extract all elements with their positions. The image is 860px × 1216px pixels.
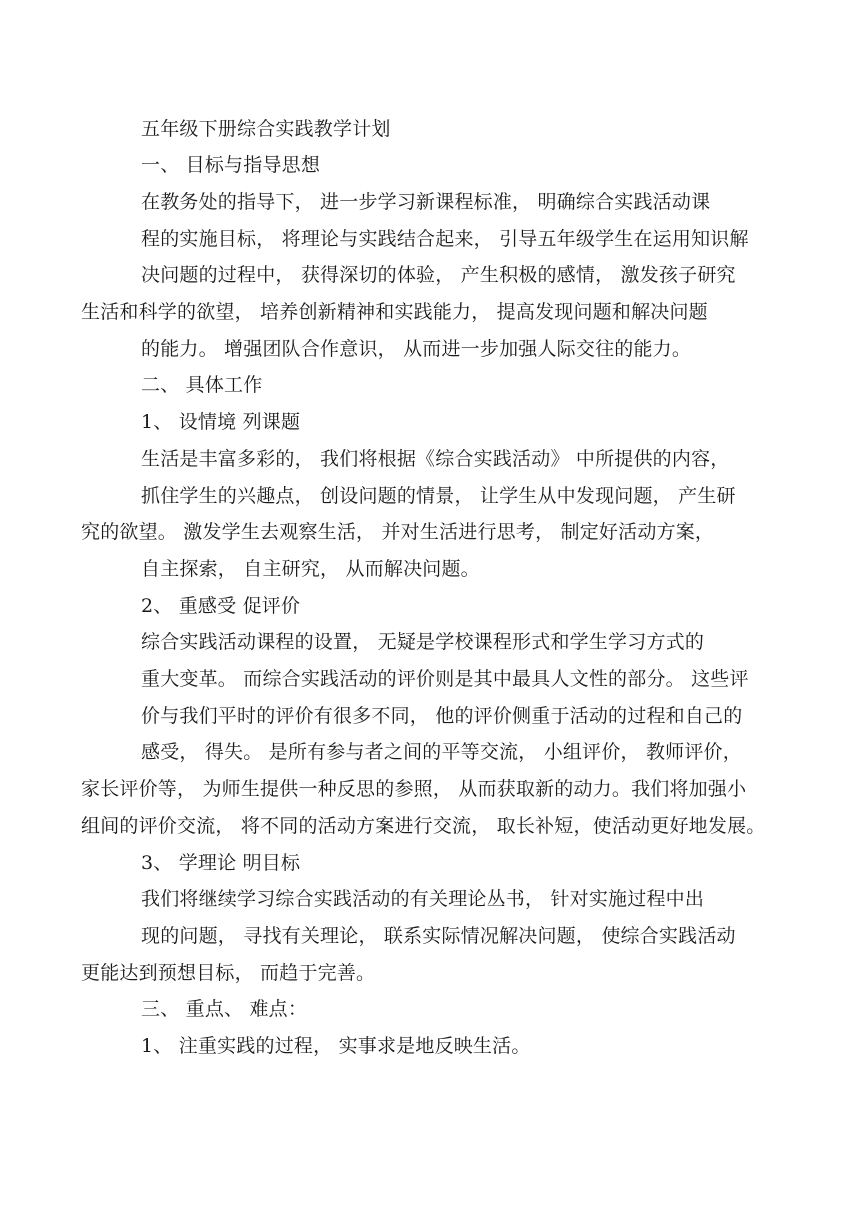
paragraph-line: 重大变革。 而综合实践活动的评价则是其中最具人文性的部分。 这些评 [141, 668, 749, 690]
subsection-heading-3: 3、 学理论 明目标 [141, 852, 301, 874]
paragraph-line: 程的实施目标， 将理论与实践结合起来， 引导五年级学生在运用知识解 [141, 228, 749, 250]
paragraph-line: 现的问题， 寻找有关理论， 联系实际情况解决问题， 使综合实践活动 [141, 925, 736, 947]
paragraph-line: 抓住学生的兴趣点， 创设问题的情景， 让学生从中发现问题， 产生研 [141, 485, 736, 507]
section-heading-2: 二、 具体工作 [141, 374, 263, 396]
paragraph-line: 的能力。 增强团队合作意识， 从而进一步加强人际交往的能力。 [141, 338, 692, 360]
list-item: 1、 注重实践的过程， 实事求是地反映生活。 [141, 1035, 531, 1057]
paragraph-line: 综合实践活动课程的设置， 无疑是学校课程形式和学生学习方式的 [141, 631, 705, 653]
paragraph-line: 价与我们平时的评价有很多不同， 他的评价侧重于活动的过程和自己的 [141, 705, 743, 727]
paragraph-line: 我们将继续学习综合实践活动的有关理论丛书， 针对实施过程中出 [141, 888, 705, 910]
paragraph-line: 组间的评价交流， 将不同的活动方案进行交流， 取长补短，使活动更好地发展。 [81, 815, 766, 837]
paragraph-line: 决问题的过程中， 获得深切的体验， 产生积极的感情， 激发孩子研究 [141, 264, 736, 286]
paragraph-line: 更能达到预想目标， 而趋于完善。 [81, 962, 376, 984]
paragraph-line: 感受， 得失。 是所有参与者之间的平等交流， 小组评价， 教师评价， [141, 741, 742, 763]
paragraph-line: 生活和科学的欲望， 培养创新精神和实践能力， 提高发现问题和解决问题 [81, 301, 708, 323]
subsection-heading-2: 2、 重感受 促评价 [141, 595, 301, 617]
paragraph-line: 究的欲望。 激发学生去观察生活， 并对生活进行思考， 制定好活动方案， [81, 521, 715, 543]
paragraph-line: 自主探索， 自主研究， 从而解决问题。 [141, 558, 480, 580]
section-heading-3: 三、 重点、 难点： [141, 998, 308, 1020]
paragraph-line: 家长评价等， 为师生提供一种反思的参照， 从而获取新的动力。我们将加强小 [81, 778, 747, 800]
document-title: 五年级下册综合实践教学计划 [141, 118, 391, 140]
paragraph-line: 生活是丰富多彩的， 我们将根据《综合实践活动》 中所提供的内容， [141, 448, 730, 470]
section-heading-1: 一、 目标与指导思想 [141, 154, 321, 176]
paragraph-line: 在教务处的指导下， 进一步学习新课程标准， 明确综合实践活动课 [141, 191, 711, 213]
subsection-heading-1: 1、 设情境 列课题 [141, 411, 301, 433]
